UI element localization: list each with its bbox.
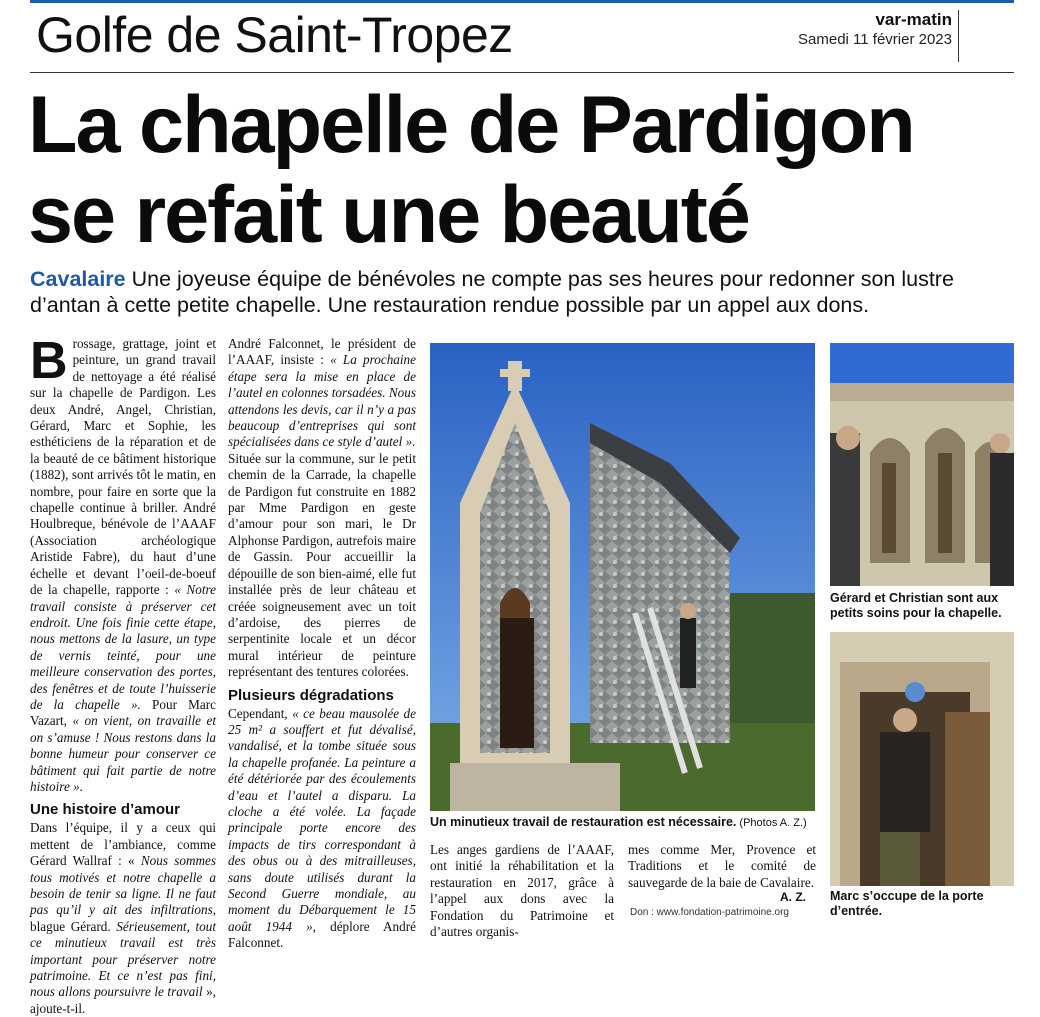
author-signature: A. Z. bbox=[780, 890, 806, 904]
donation-link[interactable]: Don : www.fondation-patrimoine.org bbox=[630, 907, 789, 918]
headline-line-2: se refait une beauté bbox=[28, 170, 749, 260]
paragraph: Située sur la commune, sur le petit chemin de la Carrade, la chapelle de Pardigon fut construite en 1882 par Mme Pardigon en geste d’amour pour son mari, le Dr Alphonse Pardigon, autrefois maire de Gassin. Pour accueillir la dépouille de son bien-aimé, elle fut installée près de leur château et créée soigneusement avec un toit d’ardoise, des pierres de serpentinite locale et un décor mural intérieur de peinture représentant des tentures colorées. bbox=[228, 450, 416, 680]
newspaper-brand: var-matin bbox=[875, 10, 952, 29]
subheading-1: Une histoire d’amour bbox=[30, 801, 181, 819]
body-column-3: Les anges gardiens de l’AAAF, ont initié la réhabilitation et la restauration en 2017, grâce à l’appel aux dons avec la Fondation du Patrimoine et d’autres organis- bbox=[430, 842, 614, 940]
windows-illustration bbox=[830, 343, 1014, 586]
issue-date: Samedi 11 février 2023 bbox=[798, 31, 952, 48]
article-lead bbox=[30, 266, 1020, 318]
text: Pour Marc Vazart, bbox=[30, 696, 216, 729]
lead-place: Cavalaire bbox=[30, 267, 126, 291]
body-column-2 bbox=[228, 336, 416, 952]
photo-entrance-door bbox=[830, 632, 1014, 886]
quote: « on vient, on travaille et on s’amuse ! Nous restons dans la bonne humeur pour conserver ce bâtiment qui fait partie de notre histoire ». bbox=[30, 713, 216, 794]
paragraph bbox=[30, 332, 216, 795]
paragraph bbox=[30, 820, 216, 1017]
caption-side-photo-2: Marc s’occupe de la porte d’entrée. bbox=[830, 889, 984, 918]
photo-volunteers-windows bbox=[830, 343, 1014, 586]
masthead bbox=[798, 10, 952, 50]
section-rubric: Golfe de Saint-Tropez bbox=[36, 7, 513, 63]
masthead-divider bbox=[958, 10, 959, 62]
caption-side-photo-1: Gérard et Christian sont aux petits soins pour la chapelle. bbox=[830, 591, 1002, 620]
chapel-illustration bbox=[430, 343, 815, 811]
text: rossage, grattage, joint et peinture, un grand travail de nettoyage a été réalisé sur la chapelle de Pardigon. Les deux André, Angel, Christian, Gérard, Marc et Sophie, les esthéticiens de la réparation et de la beauté de ce bâtiment historique (1882), sont arrivés tôt le matin, en nombre, pour faire en sorte que la chapelle continue à briller. André Houlbreque, bénévole de l’AAAF (Association archéologique Aristide Fabre), du haut d’une échelle et devant l’oeil-de-boeuf de la chapelle, rapporte : bbox=[30, 336, 216, 598]
article-headline bbox=[28, 80, 1008, 260]
quote: Nous sommes tous motivés et notre chapelle a besoin de tenir sa ligne. Il ne faut pas qu’il y ait des infiltrations, bbox=[30, 853, 216, 918]
quote: « Notre travail consiste à préserver cet endroit. Une fois finie cette étape, nous mettons de la lasure, un type de vernis teinté, pour une meilleure conservation des portes, des fenêtres et de toute l’huisserie de la chapelle ». bbox=[30, 582, 216, 712]
door-illustration bbox=[830, 632, 1014, 886]
text: déplore André Falconnet. bbox=[228, 918, 416, 951]
paragraph bbox=[228, 706, 416, 952]
caption-main-photo bbox=[430, 815, 820, 831]
quote: « La prochaine étape sera la mise en place de l’autel en colonnes torsadées. Nous attendons les devis, car il n’y a pas beaucoup d’entreprises qui sont spécialisées dans ce style d’autel ». bbox=[228, 352, 416, 450]
text: Cependant, bbox=[228, 705, 293, 721]
text: », ajoute-t-il. bbox=[30, 984, 216, 1016]
header-rule bbox=[30, 72, 1014, 73]
caption-text: Un minutieux travail de restauration est nécessaire. bbox=[430, 815, 737, 829]
paragraph bbox=[228, 336, 416, 451]
text: Dans l’équipe, il y a ceux qui mettent de l’ambiance, comme Gérard Wallraf : « bbox=[30, 820, 216, 869]
photo-credit: (Photos A. Z.) bbox=[736, 817, 807, 829]
text: blague Gérard. bbox=[30, 918, 117, 934]
subheading-2: Plusieurs dégradations bbox=[228, 686, 394, 704]
lead-text: Une joyeuse équipe de bénévoles ne compte pas ses heures pour redonner son lustre d’antan à cette petite chapelle. Une restauration rendue possible par un appel aux dons. bbox=[30, 267, 954, 317]
quote: « ce beau mausolée de 25 m² a souffert et fut dévalisé, vandalisé, et la tombe située sous la chapelle profanée. La peinture a été détériorée par des écoulements d’eau et l’autel a disparu. La cloche a été volée. La façade principale porte encore des impacts de tirs correspondant à des obus ou à des mitrailleuses, sans doute utilisés durant la Second Guerre mondiale, au moment du Débarquement le 15 août 1944 », bbox=[228, 705, 416, 934]
top-accent-bar bbox=[30, 0, 1014, 3]
body-column-1 bbox=[30, 332, 216, 1017]
photo-chapel-restoration bbox=[430, 343, 815, 811]
text: André Falconnet, le président de l’AAAF, insiste : bbox=[228, 336, 416, 368]
headline-line-1: La chapelle de Pardigon bbox=[28, 80, 914, 170]
drop-cap: B bbox=[30, 332, 68, 390]
quote: Sérieusement, tout ce minutieux travail est très important pour préserver notre patrimoine. Et ce n’est pas fini, nous allons poursuivre le travail bbox=[30, 918, 216, 1000]
body-column-4: mes comme Mer, Provence et Traditions et le comité de sauvegarde de la baie de Cavalaire. bbox=[628, 842, 816, 890]
